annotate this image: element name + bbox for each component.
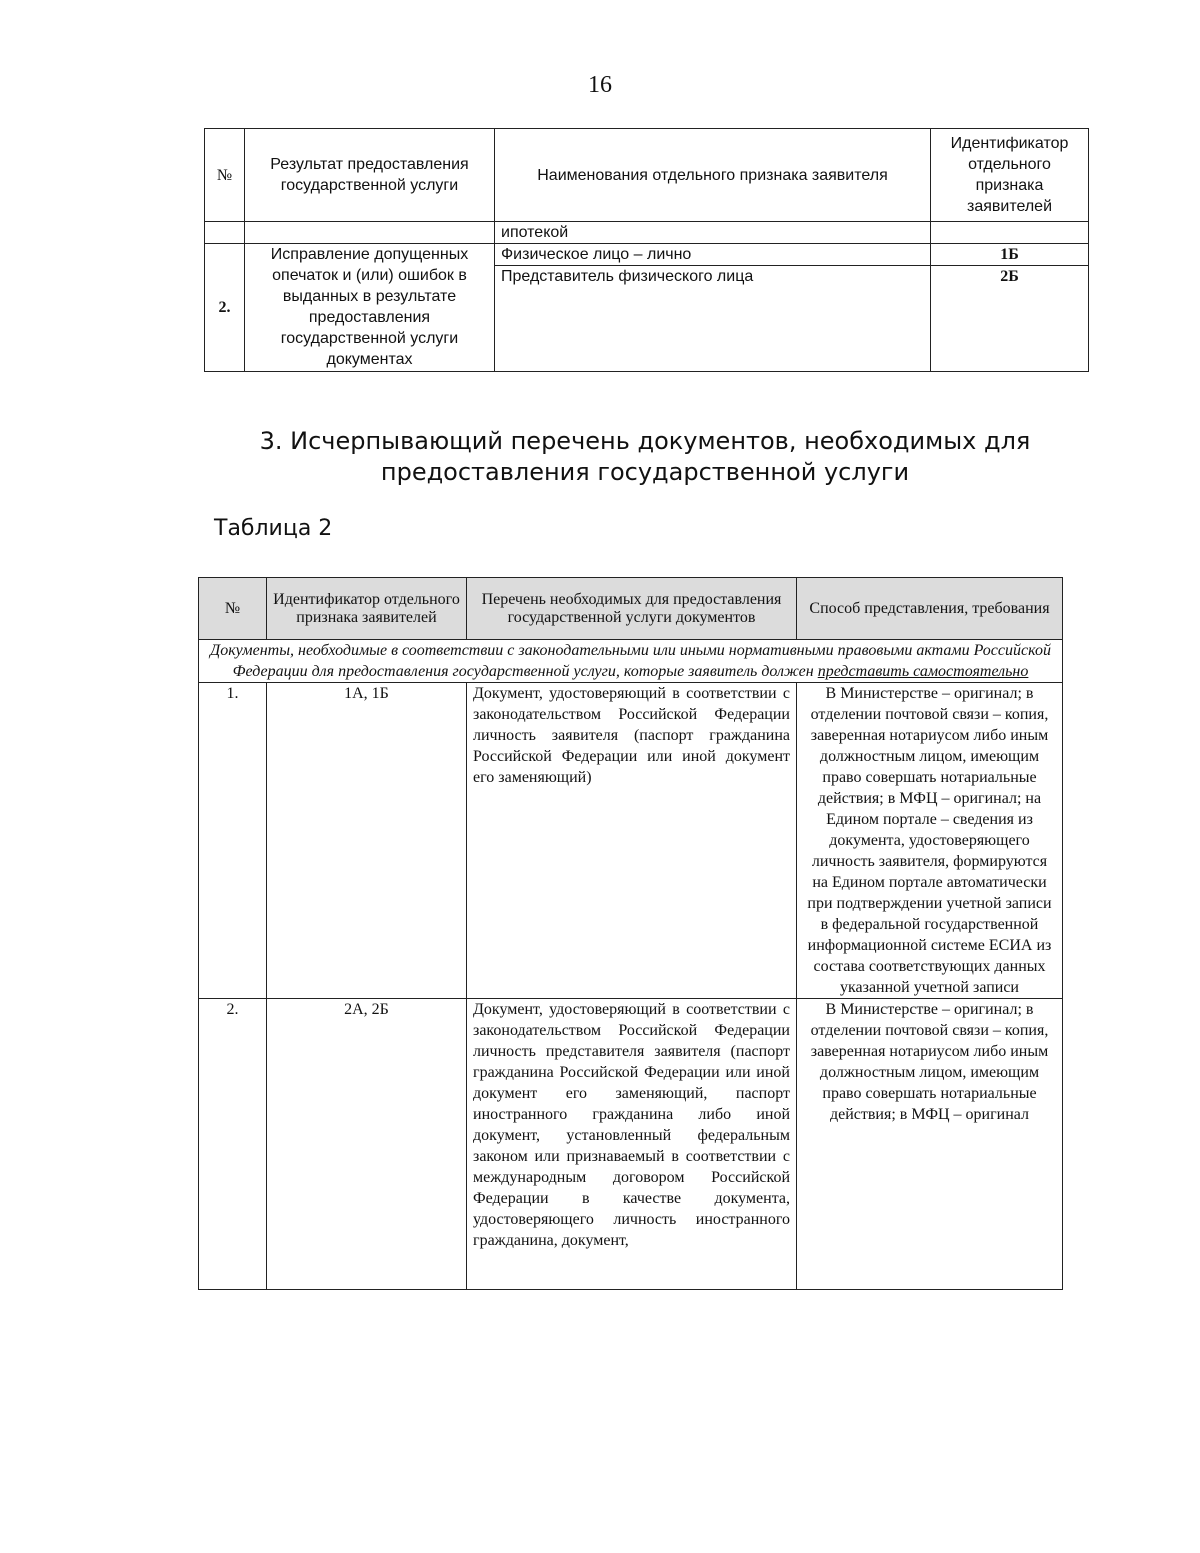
applicant-features-table [204, 128, 1089, 372]
feature-id: 1Б [931, 244, 1088, 266]
row-identifier: 1А, 1Б [267, 683, 467, 999]
table1-carryover-id [931, 222, 1089, 244]
table2-header-documents: Перечень необходимых для предоставления государственной услуги документов [467, 578, 797, 640]
table1-header-row [205, 129, 1089, 222]
table1-carryover-feature: ипотекой [495, 222, 931, 244]
row-num: 1. [199, 683, 267, 999]
row-document-text: Документ, удостоверяющий в соответствии с законодательством Российской Федерации личность представителя заявителя (паспорт гражданина Российской Федерации или иной документ его заменяющий, паспорт иностранного гражданина либо иной документ, установленный федеральным законом или признаваемый в соответствии с международным договором Российской Федерации в качестве документа, удостоверяющего личность иностранного гражданина, документ, [473, 1001, 790, 1249]
table2-header-identifier: Идентификатор отдельного признака заявителей [267, 578, 467, 640]
section-title: 3. Исчерпывающий перечень документов, необходимых для предоставления государственной услуги [259, 427, 1031, 486]
row-document: Документ, удостоверяющий в соответствии с законодательством Российской Федерации личность заявителя (паспорт гражданина Российской Федерации или иной документ его заменяющий) [467, 683, 797, 999]
table-caption: Таблица 2 [214, 516, 333, 541]
page-number: 16 [588, 72, 612, 98]
table1-header-feature: Наименования отдельного признака заявителя [495, 129, 931, 222]
feature-name: Представитель физического лица [501, 268, 754, 285]
table2-row [199, 999, 1063, 1290]
group-heading [199, 640, 1063, 683]
feature-id: 2Б [1000, 268, 1019, 285]
table1-row-2 [205, 244, 1089, 372]
table1-carryover-num [205, 222, 245, 244]
row-document [467, 999, 797, 1290]
documents-table [198, 577, 1063, 1290]
table1-carryover-row [205, 222, 1089, 244]
table1-carryover-result [245, 222, 495, 244]
table2-header-row [199, 578, 1063, 640]
table1-row-result: Исправление допущенных опечаток и (или) ошибок в выданных в результате предоставления государственной услуги документах [245, 244, 495, 372]
table1-header-result: Результат предоставления государственной услуги [245, 129, 495, 222]
row-identifier: 2А, 2Б [267, 999, 467, 1290]
table1-header-identifier: Идентификатор отдельного признака заявителей [931, 129, 1089, 222]
table1-header-num: № [205, 129, 245, 222]
table2-header-method: Способ представления, требования [797, 578, 1063, 640]
table1-row-ids [931, 244, 1089, 372]
table2-header-num: № [199, 578, 267, 640]
row-method: В Министерстве – оригинал; в отделении почтовой связи – копия, заверенная нотариусом либо иным должностным лицом, имеющим право совершать нотариальные действия; в МФЦ – оригинал; на Едином портале – сведения из документа, удостоверяющего личность заявителя, формируются на Едином портале автоматически при подтверждении учетной записи в федеральной государственной информационной системе ЕСИА из состава соответствующих данных указанной учетной записи [797, 683, 1063, 999]
table2-row [199, 683, 1063, 999]
table1-row-num: 2. [205, 244, 245, 372]
table1-row-features [495, 244, 931, 372]
row-method: В Министерстве – оригинал; в отделении почтовой связи – копия, заверенная нотариусом либо иным должностным лицом, имеющим право совершать нотариальные действия; в МФЦ – оригинал [797, 999, 1063, 1290]
group-heading-underlined: представить самостоятельно [817, 663, 1029, 680]
feature-name: Физическое лицо – лично [495, 244, 930, 266]
table2-group-row [199, 640, 1063, 683]
row-num: 2. [199, 999, 267, 1290]
group-heading-text: Документы, необходимые в соответствии с законодательными или иными нормативными правовыми актами Российской Федерации для предоставления государственной услуги, которые заявитель должен [210, 642, 1051, 680]
